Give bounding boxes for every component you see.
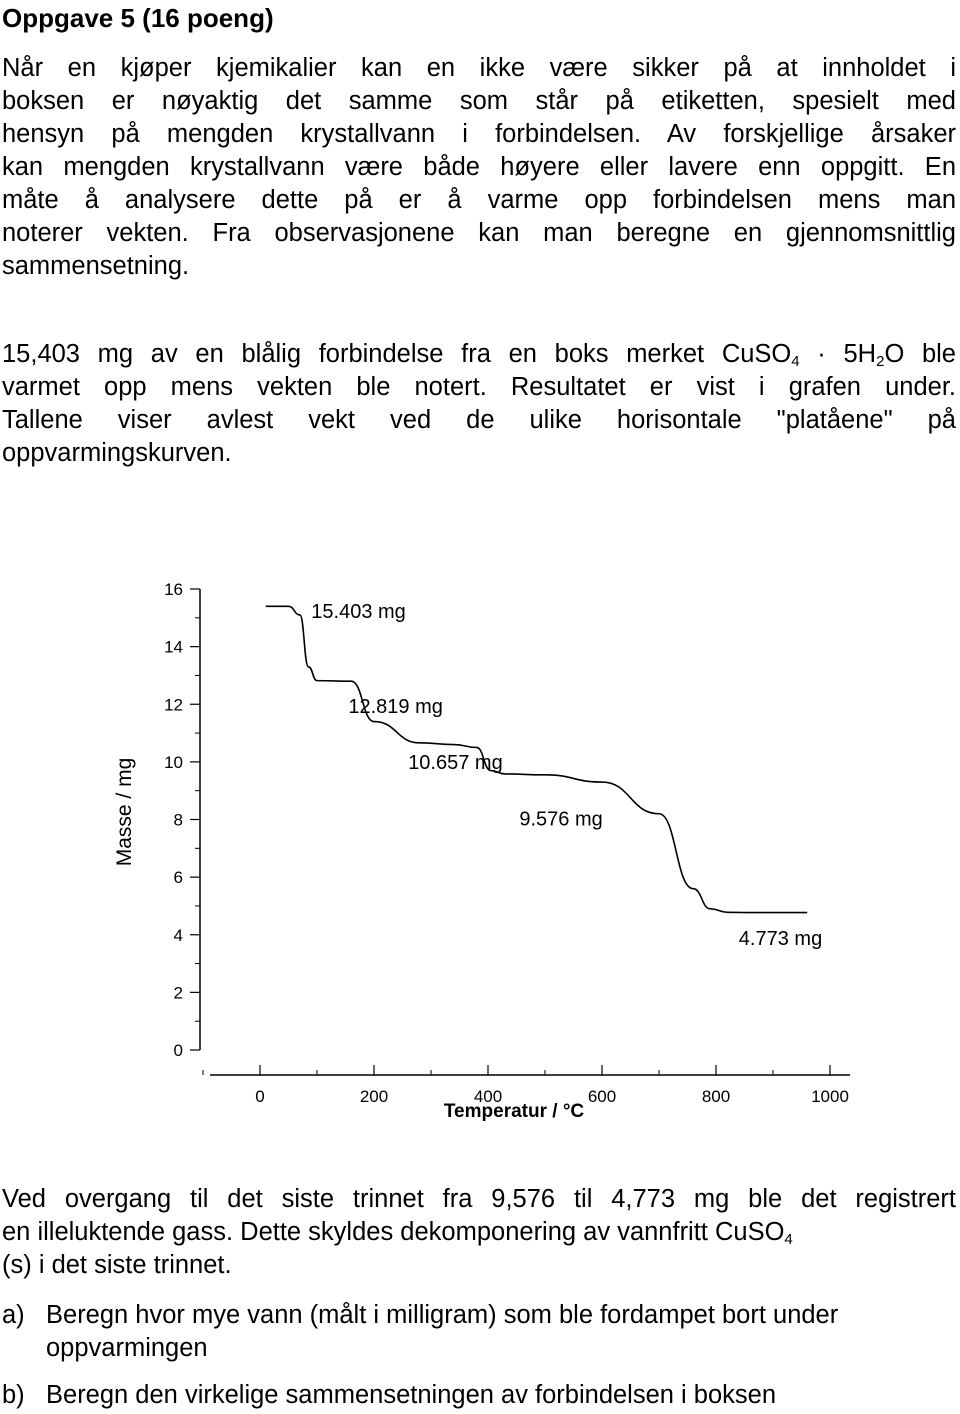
chart-annotations: [311, 601, 822, 950]
question-label: b): [2, 1381, 25, 1409]
plateau-label: 10.657 mg: [408, 752, 503, 775]
y-tick-label: 12: [164, 695, 183, 715]
x-tick-label: 0: [255, 1087, 265, 1106]
plateau-label: 15.403 mg: [311, 600, 406, 623]
intro-line: boksen er nøyaktig det samme som står på etiketten, spesielt med: [2, 87, 956, 115]
intro-line: Når en kjøper kjemikalier kan en ikke være sikker på at innholdet i: [2, 54, 956, 82]
conclusion-line: Ved overgang til det siste trinnet fra 9,576 til 4,773 mg ble det registrert: [2, 1185, 956, 1213]
intro-line: hensyn på mengden krystallvann i forbindelsen. Av forskjellige årsaker: [2, 120, 956, 148]
subscript: 4: [791, 353, 800, 370]
y-tick-label: 8: [173, 810, 183, 830]
x-tick-label: 200: [359, 1087, 389, 1106]
subscript: 4: [784, 1231, 793, 1248]
task-heading: Oppgave 5 (16 poeng): [2, 3, 274, 33]
question-label: a): [2, 1301, 25, 1329]
y-tick-label: 6: [173, 868, 183, 888]
intro-line: sammensetning.: [2, 252, 190, 280]
conclusion-line: [2, 1216, 956, 1249]
intro-line: måte å analysere dette på er å varme opp forbindelsen mens man: [2, 186, 956, 214]
sample-line-text: O ble: [884, 340, 956, 368]
mass-temperature-chart: [0, 560, 960, 1130]
chart-series: [266, 606, 808, 912]
question-text: Beregn hvor mye vann (målt i milligram) som ble fordampet bort under oppvarmingen: [46, 1301, 839, 1362]
y-tick-label: 10: [164, 752, 183, 772]
chart-axes: [200, 589, 850, 1075]
sample-line-text: 15,403 mg av en blålig forbindelse fra en boks merket CuSO: [2, 340, 792, 368]
x-tick-label: 1000: [811, 1087, 849, 1106]
intro-line: kan mengden krystallvann være både høyere eller lavere enn oppgitt. En: [2, 153, 956, 181]
plateau-label: 12.819 mg: [348, 695, 443, 718]
subscript: 2: [876, 353, 885, 370]
plateau-label: 4.773 mg: [738, 927, 823, 950]
question-a: [2, 1299, 942, 1369]
conclusion-paragraph: [2, 1183, 956, 1282]
x-tick-label: 600: [587, 1087, 617, 1106]
sample-line-text: 5H: [843, 340, 877, 368]
intro-paragraph: [2, 52, 956, 283]
chart-axis-labels: [113, 758, 584, 1122]
mass-curve: [266, 606, 808, 912]
y-tick-label: 0: [173, 1041, 183, 1060]
x-axis-label: Temperatur / °C: [443, 1101, 585, 1122]
y-tick-label: 4: [173, 925, 183, 945]
y-axis-label: Masse / mg: [113, 757, 136, 867]
x-tick-label: 800: [701, 1087, 731, 1106]
sample-paragraph: [2, 338, 956, 470]
y-tick-label: 16: [164, 580, 183, 599]
y-tick-label: 14: [164, 637, 183, 657]
question-text: Beregn den virkelige sammensetningen av forbindelsen i boksen: [46, 1381, 777, 1409]
conclusion-line: (s) i det siste trinnet.: [2, 1251, 232, 1279]
plateau-label: 9.576 mg: [519, 808, 603, 831]
chart-ticks: [164, 580, 849, 1106]
sample-line: [2, 338, 956, 371]
question-b: [2, 1379, 942, 1412]
intro-line: noterer vekten. Fra observasjonene kan man beregne en gjennomsnittlig: [2, 219, 956, 247]
sample-line: Tallene viser avlest vekt ved de ulike horisontale "platåene" på: [2, 406, 956, 434]
y-tick-label: 2: [173, 983, 183, 1003]
conclusion-line-text: en illeluktende gass. Dette skyldes dekomponering av vannfritt CuSO: [2, 1218, 785, 1246]
sample-line: varmet opp mens vekten ble notert. Resultatet er vist i grafen under.: [2, 373, 956, 401]
sample-line: oppvarmingskurven.: [2, 439, 232, 467]
hydrate-dot: ·: [799, 340, 844, 368]
x-tick-label: 400: [473, 1087, 503, 1106]
